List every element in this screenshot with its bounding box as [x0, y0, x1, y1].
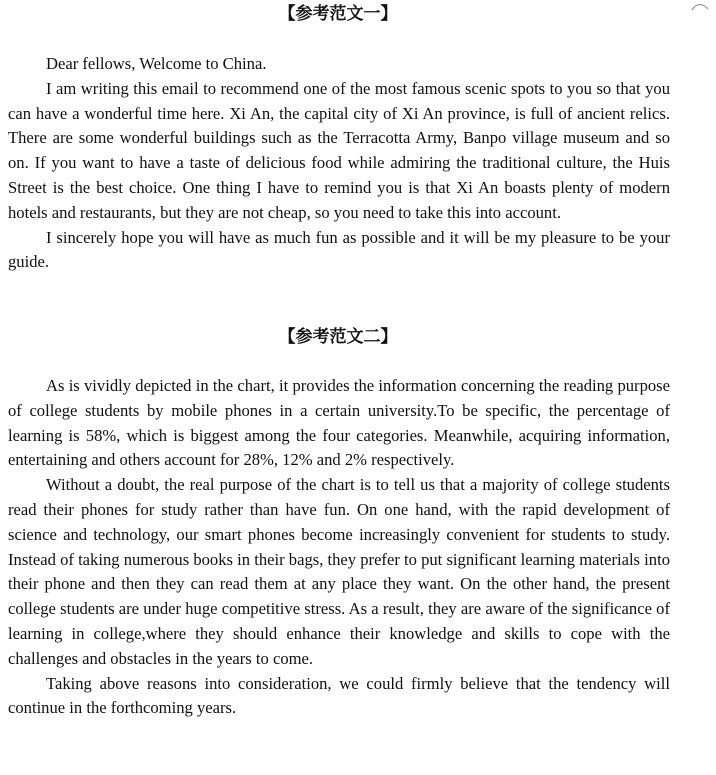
essay-one-greeting: Dear fellows, Welcome to China. — [46, 54, 267, 73]
corner-mark-icon — [690, 0, 710, 12]
essay-one-heading: 【参考范文一】 — [278, 4, 398, 24]
essay-two-paragraph: Taking above reasons into consideration, we could firmly believe that the tendency will continue in the forthcoming years. — [8, 673, 670, 718]
essay-one-paragraph: I sincerely hope you will have as much fun as possible and it will be my pleasure to be your guide. — [8, 227, 670, 272]
essay-two-paragraph: Without a doubt, the real purpose of the chart is to tell us that a majority of college students read their phones for study rather than have fun. On one hand, with the rapid development of science and technology, our smart phones become increasingly convenient for students to study. Instead of taking numerous books in their bags, they prefer to put significant learning materials into their phone and then they can read them at any place they want. On the other hand, the present college students are under huge competitive stress. As a result, they are aware of the significance of learning in college,where they should enhance their knowledge and skills to cope with the challenges and obstacles in the years to come. — [8, 475, 670, 668]
essay-two-paragraph: As is vividly depicted in the chart, it provides the information concerning the reading purpose of college students by mobile phones in a certain university.To be specific, the percentage of learning is 58%, which is biggest among the four categories. Meanwhile, acquiring information, entertaining and others account for 28%, 12% and 2% respectively. — [8, 376, 670, 470]
essay-two-body — [8, 374, 670, 721]
essay-one-paragraph: I am writing this email to recommend one of the most famous scenic spots to you so that you can have a wonderful time here. Xi An, the capital city of Xi An province, is full of ancient relics. There are some wonderful buildings such as the Terracotta Army, Banpo village museum and so on. If you want to have a taste of delicious food while admiring the traditional culture, the Huis Street is the best choice. One thing I have to remind you is that Xi An boasts plenty of modern hotels and restaurants, but they are not cheap, so you need to take this into account. — [8, 78, 670, 222]
essay-two-heading: 【参考范文二】 — [278, 327, 398, 347]
essay-one-body — [8, 52, 670, 275]
